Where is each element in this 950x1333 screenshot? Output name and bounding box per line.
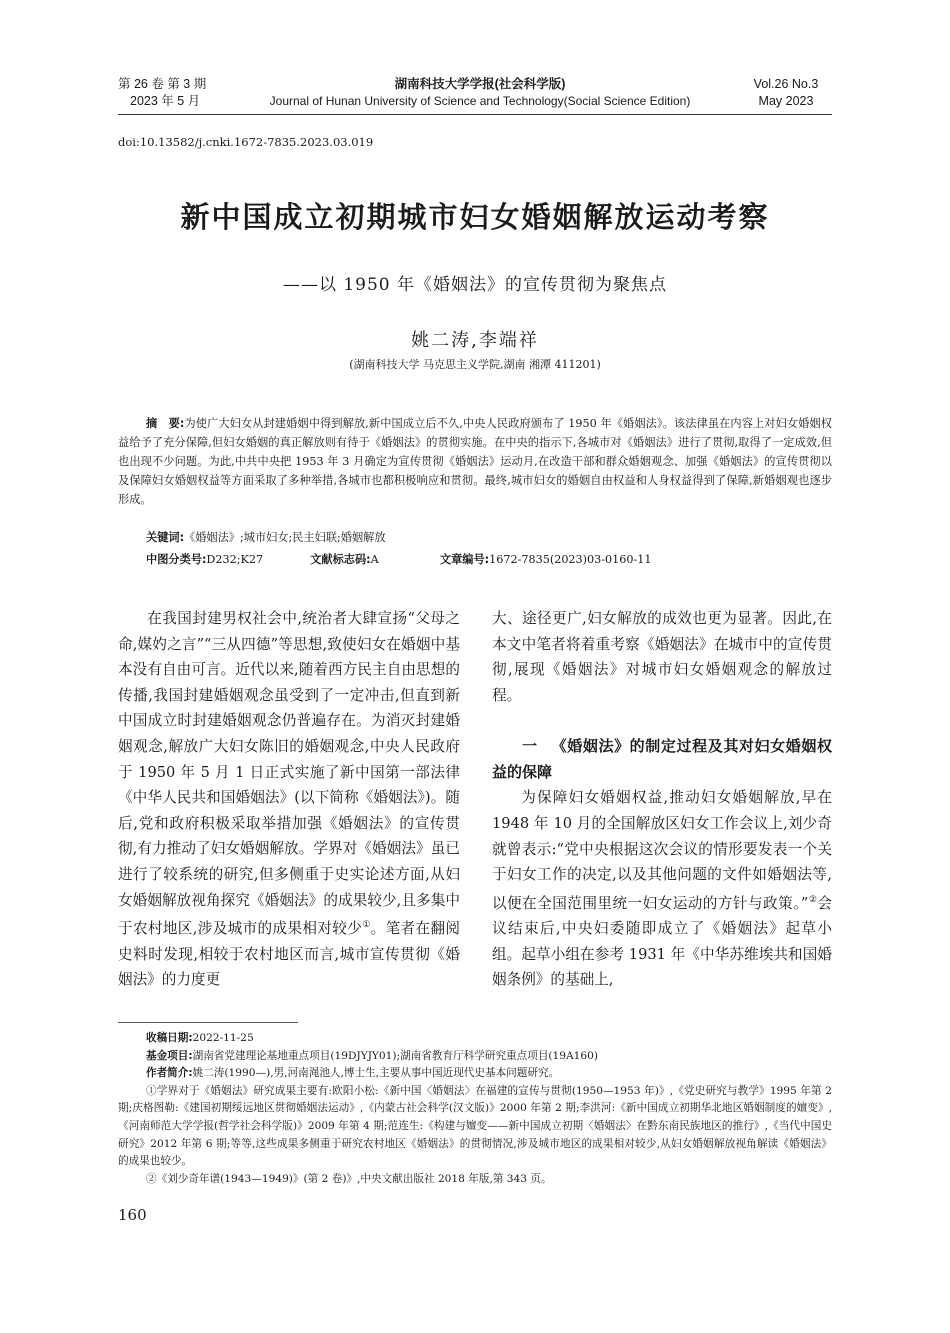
fund-value: 湖南省党建理论基地重点项目(19DJYJY01);湖南省教育厅科学研究重点项目(19A160) bbox=[192, 1049, 599, 1062]
paragraph-section-1 bbox=[492, 785, 832, 993]
footnote-1: ①学界对于《婚姻法》研究成果主要有:欧阳小松:《新中国〈婚姻法〉在福建的宣传与贯彻(1950—1953 年)》,《党史研究与教学》1995 年第 2 期;庆格图勒:《建国初期绥远地区贯彻婚姻法运动》,《内蒙古社会科学(汉文版)》2000 年第 2 期;李洪河:《新中国成立初期华北地区婚姻制度的嬗变》,《河南师范大学学报(哲学社会科学版)》2009 年第 4 期;范连生:《构建与嬗变——新中国成立初期〈婚姻法〉在黔东南民族地区的推行》,《当代中国史研究》2012 年第 6 期;等等,这些成果多侧重于研究农村地区《婚姻法》的贯彻情况,涉及城市地区的成果相对较少,从妇女婚姻解放视角解读《婚姻法》的成果也较少。 bbox=[118, 1084, 832, 1168]
received-value: 2022-11-25 bbox=[192, 1032, 254, 1044]
date-cn: 2023 年 5 月 bbox=[130, 94, 201, 108]
footnote-rule bbox=[118, 1022, 298, 1023]
footnote-ref-1[interactable]: ① bbox=[362, 920, 371, 931]
section-number: 一 bbox=[522, 737, 538, 756]
paragraph-intro bbox=[118, 606, 460, 993]
classification bbox=[146, 550, 836, 569]
received-date bbox=[118, 1030, 832, 1048]
abstract-text: 为使广大妇女从封建婚姻中得到解放,新中国成立后不久,中央人民政府颁布了 1950 年《婚姻法》。该法律虽在内容上对妇女婚姻权益给予了充分保障,但妇女婚姻的真正解放则有待于《婚姻法》的贯彻实施。在中央的指示下,各城市对《婚姻法》进行了贯彻,取得了一定成效,但也出现不少问题。为此,中共中央把 1953 年 3 月确定为宣传贯彻《婚姻法》运动月,在改造干部和群众婚姻观念、加强《婚姻法》的宣传贯彻以及保障妇女婚姻权益等方面采取了多种举措,各城市也都积极响应和贯彻。最终,城市妇女的婚姻自由权益和人身权益得到了保障,新婚姻观也逐步形成。 bbox=[118, 417, 832, 506]
author-bio-label: 作者简介: bbox=[146, 1067, 193, 1080]
header-center bbox=[230, 76, 730, 110]
section-title: 《婚姻法》的制定过程及其对妇女婚姻权益的保障 bbox=[492, 737, 832, 782]
journal-en: Journal of Hunan University of Science and Technology(Social Science Edition) bbox=[269, 94, 691, 108]
received-label: 收稿日期: bbox=[146, 1032, 193, 1044]
footnote-2: ②《刘少奇年谱(1943—1949)》(第 2 卷)》,中央文献出版社 2018 年版,第 343 页。 bbox=[146, 1172, 552, 1185]
doc-code-label: 文献标志码: bbox=[310, 553, 371, 566]
authors: 姚二涛,李端祥 bbox=[411, 330, 539, 351]
fund bbox=[118, 1048, 832, 1066]
article-number-label: 文章编号: bbox=[439, 553, 490, 566]
fund-label: 基金项目: bbox=[146, 1049, 193, 1062]
clc-label: 中图分类号: bbox=[146, 553, 207, 566]
author-bio-value: 姚二涛(1990—),男,河南渑池人,博士生,主要从事中国近现代史基本问题研究。 bbox=[192, 1067, 560, 1080]
keywords bbox=[146, 528, 386, 547]
paragraph-intro-text-cont: 。笔者在翻阅史料时发现,相较于农村地区而言,城市宣传贯彻《婚姻法》的力度更 bbox=[118, 919, 461, 989]
abstract-label: 摘 要: bbox=[146, 417, 185, 430]
article-number-value: 1672-7835(2023)03-0160-11 bbox=[489, 553, 652, 566]
page-number: 160 bbox=[118, 1206, 147, 1224]
paragraph-section-1-text-cont: 会议结束后,中央妇委随即成立了《婚姻法》起草小组。起草小组在参考 1931 年《中华苏维埃共和国婚姻条例》的基础上, bbox=[492, 894, 832, 989]
volume-issue-en: Vol.26 No.3 bbox=[753, 77, 819, 91]
date-en: May 2023 bbox=[758, 94, 814, 108]
author-bio bbox=[118, 1065, 832, 1083]
keywords-text: 《婚姻法》;城市妇女;民主妇联;婚姻解放 bbox=[184, 531, 386, 544]
header-rule bbox=[118, 114, 832, 115]
abstract bbox=[118, 414, 832, 509]
subtitle: ——以 1950 年《婚姻法》的宣传贯彻为聚焦点 bbox=[282, 275, 668, 295]
page-title: 新中国成立初期城市妇女婚姻解放运动考察 bbox=[180, 200, 770, 234]
column-right bbox=[492, 606, 832, 993]
doc-code-value: A bbox=[370, 553, 379, 566]
footnote-ref-2[interactable]: ② bbox=[808, 894, 818, 905]
clc-value: D232;K27 bbox=[206, 553, 264, 566]
affiliation: (湖南科技大学 马克思主义学院,湖南 湘潭 411201) bbox=[349, 358, 601, 371]
paragraph-intro-text: 在我国封建男权社会中,统治者大肆宣扬“父母之命,媒妁之言”“三从四德”等思想,致使妇女在婚姻中基本没有自由可言。近代以来,随着西方民主自由思想的传播,我国封建婚姻观念虽受到了一定冲击,但直到新中国成立时封建婚姻观念仍普遍存在。为消灭封建婚姻观念,解放广大妇女陈旧的婚姻观念,中央人民政府于 1950 年 5 月 1 日正式实施了新中国第一部法律《中华人民共和国婚姻法》(以下简称《婚姻法》)。随后,党和政府积极采取举措加强《婚姻法》的宣传贯彻,有力推动了妇女婚姻解放。学界对《婚姻法》虽已进行了较系统的研究,但多侧重于史实论述方面,从妇女婚姻解放视角探究《婚姻法》的成果较少,且多集中于农村地区,涉及城市的成果相对较少 bbox=[118, 610, 460, 937]
column-left bbox=[118, 606, 460, 993]
journal-cn: 湖南科技大学学报(社会科学版) bbox=[394, 77, 566, 91]
paragraph-continued: 大、途径更广,妇女解放的成效也更为显著。因此,在本文中笔者将着重考察《婚姻法》在城市中的宣传贯彻,展现《婚姻法》对城市妇女婚姻观念的解放过程。 bbox=[492, 610, 832, 704]
paragraph-section-1-text: 为保障妇女婚姻权益,推动妇女婚姻解放,早在 1948 年 10 月的全国解放区妇女工作会议上,刘少奇就曾表示:“党中央根据这次会议的情形要发表一个关于妇女工作的决定,以及其他问题的文件如婚姻法等,以便在全国范围里统一妇女运动的方针与政策。” bbox=[492, 789, 832, 912]
section-heading bbox=[492, 733, 832, 785]
header-right bbox=[740, 76, 832, 110]
keywords-label: 关键词: bbox=[146, 531, 185, 544]
header-left bbox=[118, 76, 206, 110]
volume-issue-cn: 第 26 卷 第 3 期 bbox=[118, 77, 207, 91]
footnotes bbox=[118, 1030, 832, 1188]
doi: doi:10.13582/j.cnki.1672-7835.2023.03.019 bbox=[118, 135, 374, 149]
